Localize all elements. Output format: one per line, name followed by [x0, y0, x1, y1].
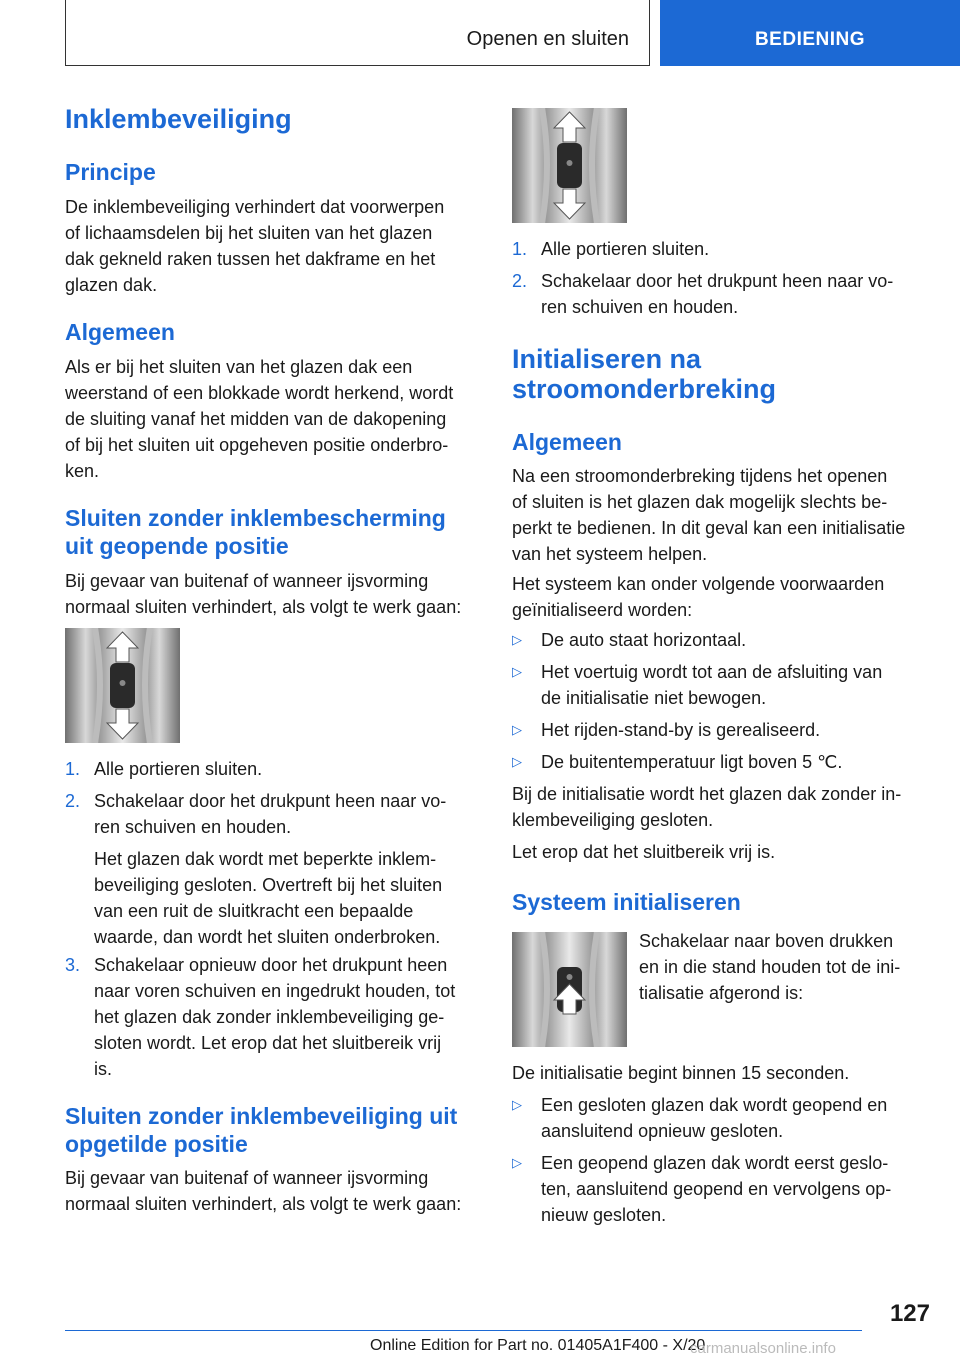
text-line: naar voren schuiven en ingedrukt houden, tot	[94, 981, 456, 1001]
heading-line: Initialiseren na	[512, 344, 702, 374]
step-text	[541, 236, 709, 262]
page-title: Inklembeveiliging	[65, 104, 292, 134]
text-line: Schakelaar door het drukpunt heen naar vo-	[94, 791, 447, 811]
text-line: of sluiten is het glazen dak mogelijk slechts be-	[512, 492, 888, 512]
step-text	[94, 756, 262, 782]
text-line: dak gekneld raken tussen het dakframe en het	[65, 249, 436, 269]
paragraph-sluiten-geopend	[65, 568, 461, 620]
text-line: Bij gevaar van buitenaf of wanneer ijsvorming	[65, 571, 429, 591]
paragraph-init	[512, 463, 905, 567]
text-line: het glazen dak zonder inklembeveiliging ge-	[94, 1007, 445, 1027]
triangle-bullet-icon: ▷	[512, 632, 522, 647]
text-line: weerstand of een blokkade wordt herkend, wordt	[65, 383, 454, 403]
heading-sluiten-opgetild	[65, 1102, 457, 1158]
paragraph-principe	[65, 194, 444, 298]
watermark: carmanualsonline.info	[690, 1340, 836, 1357]
text-line: ten, aansluitend geopend en vervolgens op-	[541, 1179, 892, 1199]
step-text	[541, 268, 893, 320]
heading-line: opgetilde positie	[65, 1131, 248, 1157]
heading-line: uit geopende positie	[65, 533, 289, 559]
paragraph-after	[512, 781, 901, 865]
footer-divider	[65, 1330, 862, 1331]
step-number: 2.	[65, 791, 81, 811]
text-line: en in die stand houden tot de ini-	[639, 957, 901, 977]
step-text	[94, 788, 446, 840]
text-line: Na een stroomonderbreking tijdens het openen	[512, 466, 888, 486]
heading-line: Sluiten zonder inklembeveiliging uit	[65, 1103, 458, 1129]
text-line: Schakelaar naar boven drukken	[639, 931, 894, 951]
text-line: Alle portieren sluiten.	[94, 759, 263, 779]
paragraph-systeem-side	[639, 928, 900, 1006]
step-number: 1.	[65, 759, 81, 779]
heading-algemeen: Algemeen	[65, 319, 175, 345]
text-line: Het rijden-stand-by is gerealiseerd.	[541, 720, 821, 740]
triangle-bullet-icon: ▷	[512, 1155, 522, 1170]
text-line: Het voertuig wordt tot aan de afsluiting van	[541, 662, 883, 682]
paragraph-algemeen	[65, 354, 453, 484]
text-line: de sluiting vanaf het midden van de dakopening	[65, 409, 447, 429]
heading-line: stroomonderbreking	[512, 374, 777, 404]
text-line: Als er bij het sluiten van het glazen dak een	[65, 357, 413, 377]
text-line: beveiliging gesloten. Overtreft bij het sluiten	[94, 875, 443, 895]
text-line: De buitentemperatuur ligt boven 5 ℃.	[541, 752, 843, 772]
text-line: nieuw gesloten.	[541, 1205, 667, 1225]
text-line: perkt te bedienen. In dit geval kan een initialisatie	[512, 518, 906, 538]
step-text	[94, 952, 455, 1082]
text-line: glazen dak.	[65, 275, 158, 295]
heading-sluiten-geopend	[65, 504, 446, 560]
triangle-bullet-icon: ▷	[512, 754, 522, 769]
step-number: 1.	[512, 239, 528, 259]
text-line: geïnitialiseerd worden:	[512, 600, 693, 620]
text-line: Bij gevaar van buitenaf of wanneer ijsvorming	[65, 1168, 429, 1188]
text-line: van het systeem helpen.	[512, 544, 708, 564]
bullet-text	[541, 717, 820, 743]
text-line: sloten wordt. Let erop dat het sluitbereik vrij	[94, 1033, 442, 1053]
text-line: Let erop dat het sluitbereik vrij is.	[512, 842, 776, 862]
text-line: de initialisatie niet bewogen.	[541, 688, 767, 708]
text-line: Een gesloten glazen dak wordt geopend en	[541, 1095, 888, 1115]
text-line: De auto staat horizontaal.	[541, 630, 747, 650]
bullet-text	[541, 627, 746, 653]
heading-principe: Principe	[65, 159, 156, 185]
text-line: normaal sluiten verhindert, als volgt te werk gaan:	[65, 1194, 462, 1214]
paragraph-sluiten-opgetild	[65, 1165, 461, 1217]
bullet-text	[541, 1092, 887, 1144]
triangle-bullet-icon: ▷	[512, 664, 522, 679]
bullet-text	[541, 749, 842, 775]
heading-initialiseren	[512, 344, 776, 404]
text-line: klembeveiliging gesloten.	[512, 810, 714, 830]
edition-text: Online Edition for Part no. 01405A1F400 - X/20	[370, 1337, 706, 1354]
text-line: of bij het sluiten uit opgeheven positie onderbro-	[65, 435, 449, 455]
heading-systeem-initialiseren: Systeem initialiseren	[512, 889, 741, 915]
text-line: aansluitend opnieuw gesloten.	[541, 1121, 784, 1141]
text-line: of lichaamsdelen bij het sluiten van het glazen	[65, 223, 433, 243]
text-line: Bij de initialisatie wordt het glazen dak zonder in-	[512, 784, 902, 804]
heading-algemeen-init: Algemeen	[512, 429, 622, 455]
chapter-tab	[660, 0, 960, 66]
text-line: Een geopend glazen dak wordt eerst geslo-	[541, 1153, 889, 1173]
step-text	[94, 846, 442, 950]
text-line: De inklembeveiliging verhindert dat voorwerpen	[65, 197, 445, 217]
heading-line: Sluiten zonder inklembescherming	[65, 505, 446, 531]
step-number: 2.	[512, 271, 528, 291]
paragraph-start: De initialisatie begint binnen 15 seconden.	[512, 1063, 850, 1083]
text-line: tialisatie afgerond is:	[639, 983, 804, 1003]
text-line: is.	[94, 1059, 112, 1079]
text-line: ken.	[65, 461, 100, 481]
text-line: Het glazen dak wordt met beperkte inklem-	[94, 849, 437, 869]
switch-push-up-illustration	[512, 932, 627, 1047]
page-header	[0, 0, 960, 66]
text-line: van een ruit de sluitkracht een bepaalde	[94, 901, 414, 921]
switch-slide-forward-illustration	[512, 108, 627, 223]
triangle-bullet-icon: ▷	[512, 722, 522, 737]
section-title: Openen en sluiten	[466, 28, 629, 50]
page-number: 127	[889, 1300, 930, 1327]
switch-slide-forward-illustration	[65, 628, 180, 743]
paragraph-voorwaarden	[512, 571, 884, 623]
step-number: 3.	[65, 955, 81, 975]
text-line: waarde, dan wordt het sluiten onderbroken.	[94, 927, 441, 947]
text-line: Schakelaar opnieuw door het drukpunt heen	[94, 955, 448, 975]
bullet-text	[541, 659, 882, 711]
text-line: ren schuiven en houden.	[541, 297, 739, 317]
chapter-tab-label: BEDIENING	[754, 29, 866, 50]
text-line: Alle portieren sluiten.	[541, 239, 710, 259]
header-box	[65, 0, 650, 66]
triangle-bullet-icon: ▷	[512, 1097, 522, 1112]
text-line: Het systeem kan onder volgende voorwaarden	[512, 574, 885, 594]
text-line: Schakelaar door het drukpunt heen naar vo-	[541, 271, 894, 291]
bullet-text	[541, 1150, 891, 1228]
text-line: normaal sluiten verhindert, als volgt te werk gaan:	[65, 597, 462, 617]
text-line: ren schuiven en houden.	[94, 817, 292, 837]
